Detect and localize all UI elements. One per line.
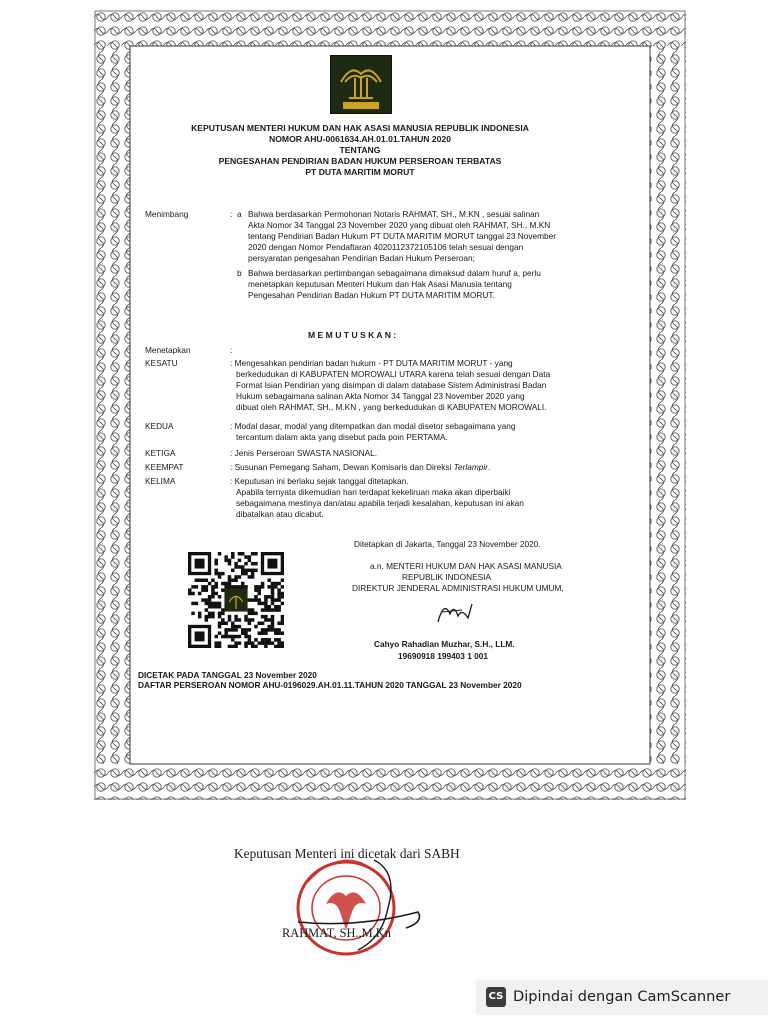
- director-name: Cahyo Rahadian Muzhar, S.H., LLM.: [374, 639, 515, 649]
- ketiga-label: KETIGA: [145, 448, 176, 458]
- menimbang-b-line: Pengesahan Pendirian Badan Hukum PT DUTA MARITIM MORUT.: [248, 290, 495, 300]
- keempat-text-suffix: .: [487, 462, 491, 472]
- kesatu-label: KESATU: [145, 358, 178, 368]
- menimbang-b-line: Bahwa berdasarkan pertimbangan sebagaimana dimaksud dalam huruf a, perlu: [248, 268, 541, 278]
- qr-code-icon: [188, 552, 284, 648]
- decree-subject: PENGESAHAN PENDIRIAN BADAN HUKUM PERSEROAN TERBATAS: [218, 156, 502, 166]
- camscanner-label: Dipindai dengan CamScanner: [513, 988, 731, 1005]
- menimbang-a-line: persyaratan pengesahan Pendirian Badan Hukum Perseroan;: [248, 253, 475, 263]
- kelima-line: sebagaimana mestinya dan/atau apabila terjadi kesalahan, keputusan ini akan: [236, 498, 524, 508]
- director-signature-icon: [432, 598, 476, 628]
- kelima-label: KELIMA: [145, 476, 176, 486]
- menimbang-colon: :: [230, 209, 233, 219]
- menimbang-a-marker: a: [237, 209, 242, 219]
- ketiga-text: : Jenis Perseroan SWASTA NASIONAL.: [230, 448, 378, 458]
- kelima-line: dibatalkan atau dicabut.: [236, 509, 324, 519]
- kesatu-line: dibuat oleh RAHMAT, SH., M.KN , yang berkedudukan di KABUPATEN MOROWALI.: [236, 402, 547, 412]
- menetapkan-colon: :: [230, 345, 233, 355]
- keempat-text: [230, 462, 490, 473]
- keempat-text-italic: Terlampir: [453, 462, 488, 472]
- menimbang-label: Menimbang: [145, 209, 189, 219]
- menimbang-a-line: 2020 dengan Nomor Pendaftaran 4020112372105106 telah sesuai dengan: [248, 242, 524, 252]
- pengayoman-emblem-icon: [330, 55, 392, 114]
- camscanner-logo-icon: CS: [486, 987, 506, 1007]
- director-title: DIREKTUR JENDERAL ADMINISTRASI HUKUM UMUM,: [352, 583, 564, 593]
- printed-date: DICETAK PADA TANGGAL 23 November 2020: [138, 670, 317, 680]
- registration-number: DAFTAR PERSEROAN NOMOR AHU-0196029.AH.01.11.TAHUN 2020 TANGGAL 23 November 2020: [138, 680, 522, 690]
- kesatu-line: : Mengesahkan pendirian badan hukum - PT DUTA MARITIM MORUT - yang: [230, 358, 513, 368]
- kedua-line: : Modal dasar, modal yang ditempatkan dan modal disetor sebagaimana yang: [230, 421, 516, 431]
- director-nip: 19690918 199403 1 001: [398, 651, 488, 661]
- decree-about: TENTANG: [339, 145, 381, 155]
- keempat-label: KEEMPAT: [145, 462, 184, 472]
- decree-number: NOMOR AHU-0061634.AH.01.01.TAHUN 2020: [269, 134, 451, 144]
- menimbang-a-line: tentang Pendirian Badan Hukum PT DUTA MARITIM MORUT tanggal 23 November: [248, 231, 557, 241]
- kesatu-line: Hukum sebagaimana salinan Akta Nomor 34 Tanggal 23 November 2020 yang: [236, 391, 525, 401]
- kedua-label: KEDUA: [145, 421, 174, 431]
- decree-title: KEPUTUSAN MENTERI HUKUM DAN HAK ASASI MANUSIA REPUBLIK INDONESIA: [191, 123, 529, 133]
- place-date: Ditetapkan di Jakarta, Tanggal 23 November 2020.: [354, 539, 541, 549]
- kedua-line: tercantum dalam akta yang disebut pada poin PERTAMA.: [236, 432, 448, 442]
- notary-statement: Keputusan Menteri ini dicetak dari SABH: [234, 846, 460, 861]
- memutuskan-heading: M E M U T U S K A N :: [308, 330, 397, 340]
- on-behalf: a.n. MENTERI HUKUM DAN HAK ASASI MANUSIA: [370, 561, 562, 571]
- menimbang-b-line: menetapkan keputusan Menteri Hukum dan Hak Asasi Manusia tentang: [248, 279, 512, 289]
- menimbang-b-marker: b: [237, 268, 242, 278]
- notary-name: RAHMAT, SH.,M.Kn: [282, 926, 391, 940]
- kesatu-line: berkedudukan di KABUPATEN MOROWALI UTARA karena telah sesuai dengan Data: [236, 369, 551, 379]
- republic: REPUBLIK INDONESIA: [402, 572, 491, 582]
- kelima-line: : Keputusan ini berlaku sejak tanggal ditetapkan.: [230, 476, 409, 486]
- menetapkan-label: Menetapkan: [145, 345, 191, 355]
- kelima-line: Apabila ternyata dikemudian hari terdapat kekeliruan maka akan diperbaiki: [236, 487, 511, 497]
- menimbang-a-line: Akta Nomor 34 Tanggal 23 November 2020 yang dibuat oleh RAHMAT, SH., M.KN: [248, 220, 551, 230]
- menimbang-a-line: Bahwa berdasarkan Permohonan Notaris RAHMAT, SH., M.KN , sesuai salinan: [248, 209, 540, 219]
- company-name: PT DUTA MARITIM MORUT: [305, 167, 415, 177]
- kesatu-line: Format Isian Pendirian yang disimpan di dalam database Sistem Administrasi Badan: [236, 380, 547, 390]
- keempat-text-prefix: : Susunan Pemegang Saham, Dewan Komisaris dan Direksi: [230, 462, 454, 472]
